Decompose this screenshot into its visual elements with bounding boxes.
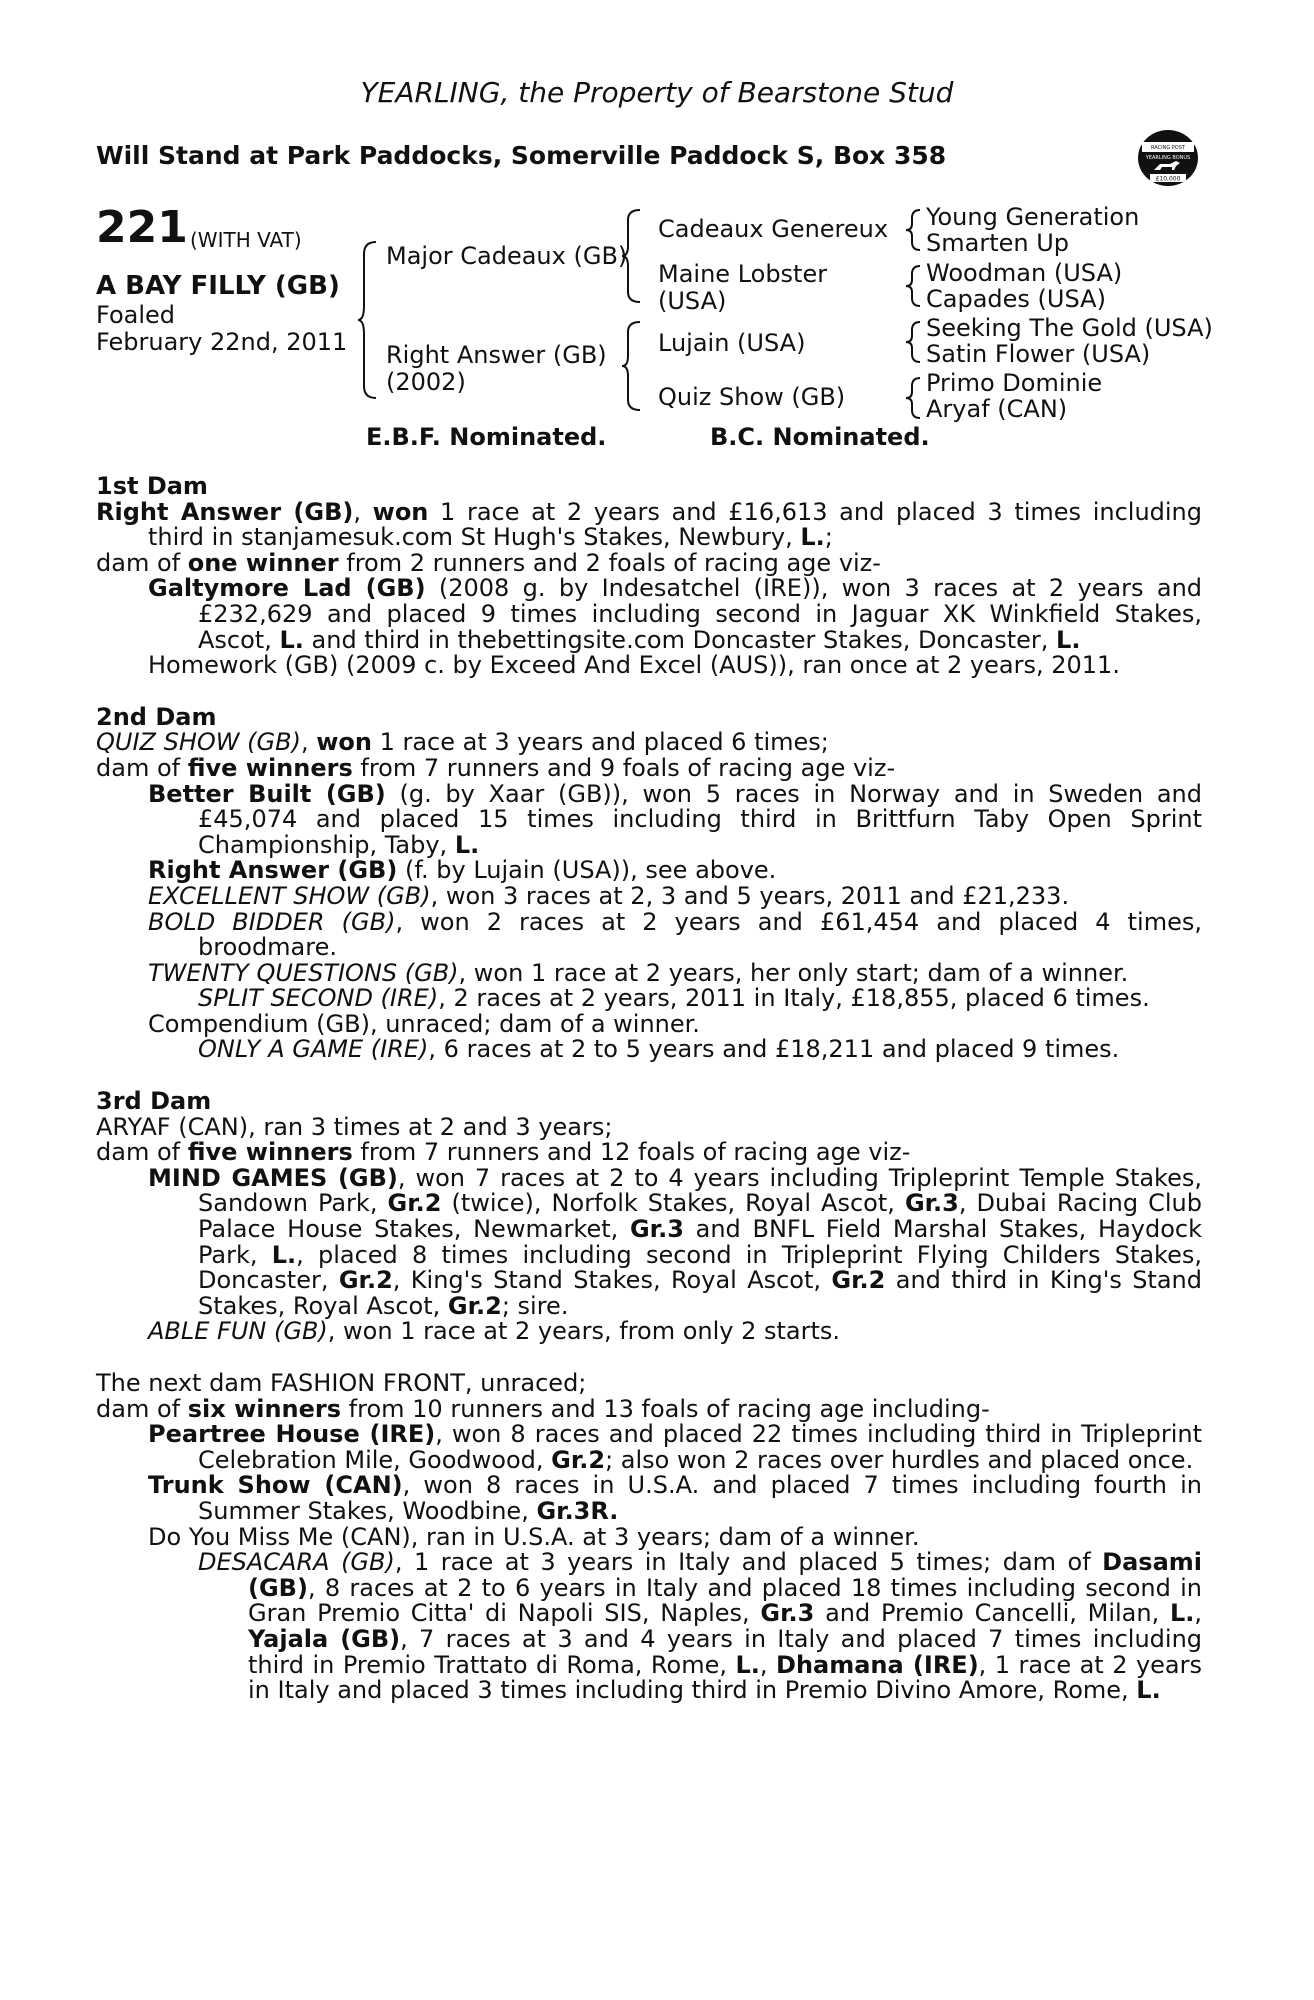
dam4-produce-summary: dam of six winners from 10 runners and 13 foals of racing age including- xyxy=(96,1394,990,1423)
dam2-produce-1: Better Built (GB) (g. by Xaar (GB)), won 5 races in Norway and in Sweden and £45,074 and placed 15 times including third in Brittfurn Taby Open Sprint Championship, Taby, L. xyxy=(148,779,1202,859)
ped-dss: Seeking The Gold (USA) xyxy=(926,314,1213,342)
dam2-produce-3: EXCELLENT SHOW (GB), won 3 races at 2, 3 and 5 years, 2011 and £21,233. xyxy=(148,881,1070,910)
pedigree-brace-dam xyxy=(620,320,644,412)
dam1-record: Right Answer (GB), won 1 race at 2 years and £16,613 and placed 3 times including third in stanjamesuk.com St Hugh's Stakes, Newbury, L.; xyxy=(96,497,1203,552)
dam2-produce-7: Compendium (GB), unraced; dam of a winner. xyxy=(148,1009,700,1038)
dam3-record: ARYAF (CAN), ran 3 times at 2 and 3 years; xyxy=(96,1112,613,1141)
ped-dd: Quiz Show (GB) xyxy=(658,383,846,411)
dam2-record: QUIZ SHOW (GB), won 1 race at 3 years and placed 6 times; xyxy=(96,728,829,757)
pedigree-brace-dd xyxy=(904,376,924,420)
ped-sd-line1: Maine Lobster xyxy=(658,260,828,288)
ped-sd-line2: (USA) xyxy=(658,287,727,315)
dam3-produce-1: MIND GAMES (GB), won 7 races at 2 to 4 years including Tripleprint Temple Stakes, Sandown Park, Gr.2 (twice), Norfolk Stakes, Royal Ascot, Gr.3, Dubai Racing Club Palace House Stakes, Newmarket, Gr.3 and BNFL Field Marshal Stakes, Haydock Park, L., placed 8 times including second in Tripleprint Flying Childers Stakes, Doncaster, Gr.2, King's Stand Stakes, Royal Ascot, Gr.2 and third in King's Stand Stakes, Royal Ascot, Gr.2; sire. xyxy=(148,1163,1203,1320)
ped-dds: Primo Dominie xyxy=(926,369,1103,397)
ped-sss: Young Generation xyxy=(926,203,1140,231)
dam1-heading: 1st Dam xyxy=(96,472,208,500)
ped-sire: Major Cadeaux (GB) xyxy=(386,242,628,270)
svg-text:YEARLING BONUS: YEARLING BONUS xyxy=(1145,155,1191,161)
bc-nominated: B.C. Nominated. xyxy=(710,423,930,451)
dam2-produce-summary: dam of five winners from 7 runners and 9 foals of racing age viz- xyxy=(96,753,896,782)
dam4-produce-3: Do You Miss Me (CAN), ran in U.S.A. at 3 years; dam of a winner. xyxy=(148,1522,920,1551)
racing-post-bonus-logo xyxy=(1136,128,1200,188)
pedigree-brace-ss xyxy=(904,208,924,252)
ped-dsd: Satin Flower (USA) xyxy=(926,340,1151,368)
catalogue-body xyxy=(96,474,1202,1704)
ped-dam-line1: Right Answer (GB) xyxy=(386,341,607,369)
foaled-label: Foaled xyxy=(96,301,176,329)
dam3-heading: 3rd Dam xyxy=(96,1087,212,1116)
ped-ssd: Smarten Up xyxy=(926,229,1070,257)
svg-text:RACING POST: RACING POST xyxy=(1151,145,1185,151)
ebf-nominated: E.B.F. Nominated. xyxy=(366,423,607,451)
dam1-produce-summary: dam of one winner from 2 runners and 2 foals of racing age viz- xyxy=(96,548,881,577)
dam4-produce-1: Peartree House (IRE), won 8 races and placed 22 times including third in Tripleprint Celebration Mile, Goodwood, Gr.2; also won 2 races over hurdles and placed once. xyxy=(148,1420,1202,1474)
dam1-produce-1: Galtymore Lad (GB) (2008 g. by Indesatchel (IRE)), won 3 races at 2 years and £232,629 and placed 9 times including second in Jaguar XK Winkfield Stakes, Ascot, L. and third in thebettingsite.com Doncaster Stakes, Doncaster, L. xyxy=(148,574,1203,654)
ped-ds: Lujain (USA) xyxy=(658,329,806,357)
ped-ddd: Aryaf (CAN) xyxy=(926,395,1068,423)
dam2-produce-5: TWENTY QUESTIONS (GB), won 1 race at 2 years, her only start; dam of a winner. xyxy=(148,958,1129,987)
ped-dam-line2: (2002) xyxy=(386,368,466,396)
dam4-record: The next dam FASHION FRONT, unraced; xyxy=(96,1369,587,1397)
svg-text:£10,000: £10,000 xyxy=(1155,175,1181,183)
dam2-produce-4: BOLD BIDDER (GB), won 2 races at 2 years and £61,454 and placed 4 times, broodmare. xyxy=(148,907,1202,962)
pedigree-brace-sd xyxy=(904,264,924,308)
foaled-date: February 22nd, 2011 xyxy=(96,328,348,356)
dam2-heading: 2nd Dam xyxy=(96,702,217,731)
ped-ss: Cadeaux Genereux xyxy=(658,215,889,243)
dam3-produce-summary: dam of five winners from 7 runners and 12 foals of racing age viz- xyxy=(96,1138,911,1167)
lot-number: 221 xyxy=(96,202,188,253)
pedigree-brace-main xyxy=(356,240,380,400)
stand-location: Will Stand at Park Paddocks, Somerville Paddock S, Box 358 xyxy=(96,141,947,170)
lot-name: A BAY FILLY (GB) xyxy=(96,271,340,301)
dam4-produce-2: Trunk Show (CAN), won 8 races in U.S.A. and placed 7 times including fourth in Summer Stakes, Woodbine, Gr.3R. xyxy=(148,1471,1203,1525)
dam2-produce-2: Right Answer (GB) (f. by Lujain (USA)), see above. xyxy=(148,856,777,885)
ped-sds: Woodman (USA) xyxy=(926,259,1123,287)
dam2-produce-6: SPLIT SECOND (IRE), 2 races at 2 years, 2011 in Italy, £18,855, placed 6 times. xyxy=(198,984,1150,1013)
dam3-produce-2: ABLE FUN (GB), won 1 race at 2 years, from only 2 starts. xyxy=(148,1317,841,1346)
pedigree-brace-ds xyxy=(904,320,924,364)
page-title: YEARLING, the Property of Bearstone Stud xyxy=(360,76,954,109)
ped-sdd: Capades (USA) xyxy=(926,285,1106,313)
dam2-produce-8: ONLY A GAME (IRE), 6 races at 2 to 5 years and £18,211 and placed 9 times. xyxy=(198,1035,1120,1064)
dam4-produce-4: DESACARA (GB), 1 race at 3 years in Italy and placed 5 times; dam of Dasami (GB), 8 races at 2 to 6 years in Italy and placed 18 times including second in Gran Premio Citta' di Napoli SIS, Naples, Gr.3 and Premio Cancelli, Milan, L., Yajala (GB), 7 races at 3 and 4 years in Italy and placed 7 times including third in Premio Trattato di Roma, Rome, L., Dhamana (IRE), 1 race at 2 years in Italy and placed 3 times including third in Premio Divino Amore, Rome, L. xyxy=(198,1548,1203,1705)
lot-vat: (WITH VAT) xyxy=(190,228,302,252)
dam1-produce-2: Homework (GB) (2009 c. by Exceed And Excel (AUS)), ran once at 2 years, 2011. xyxy=(148,651,1120,680)
